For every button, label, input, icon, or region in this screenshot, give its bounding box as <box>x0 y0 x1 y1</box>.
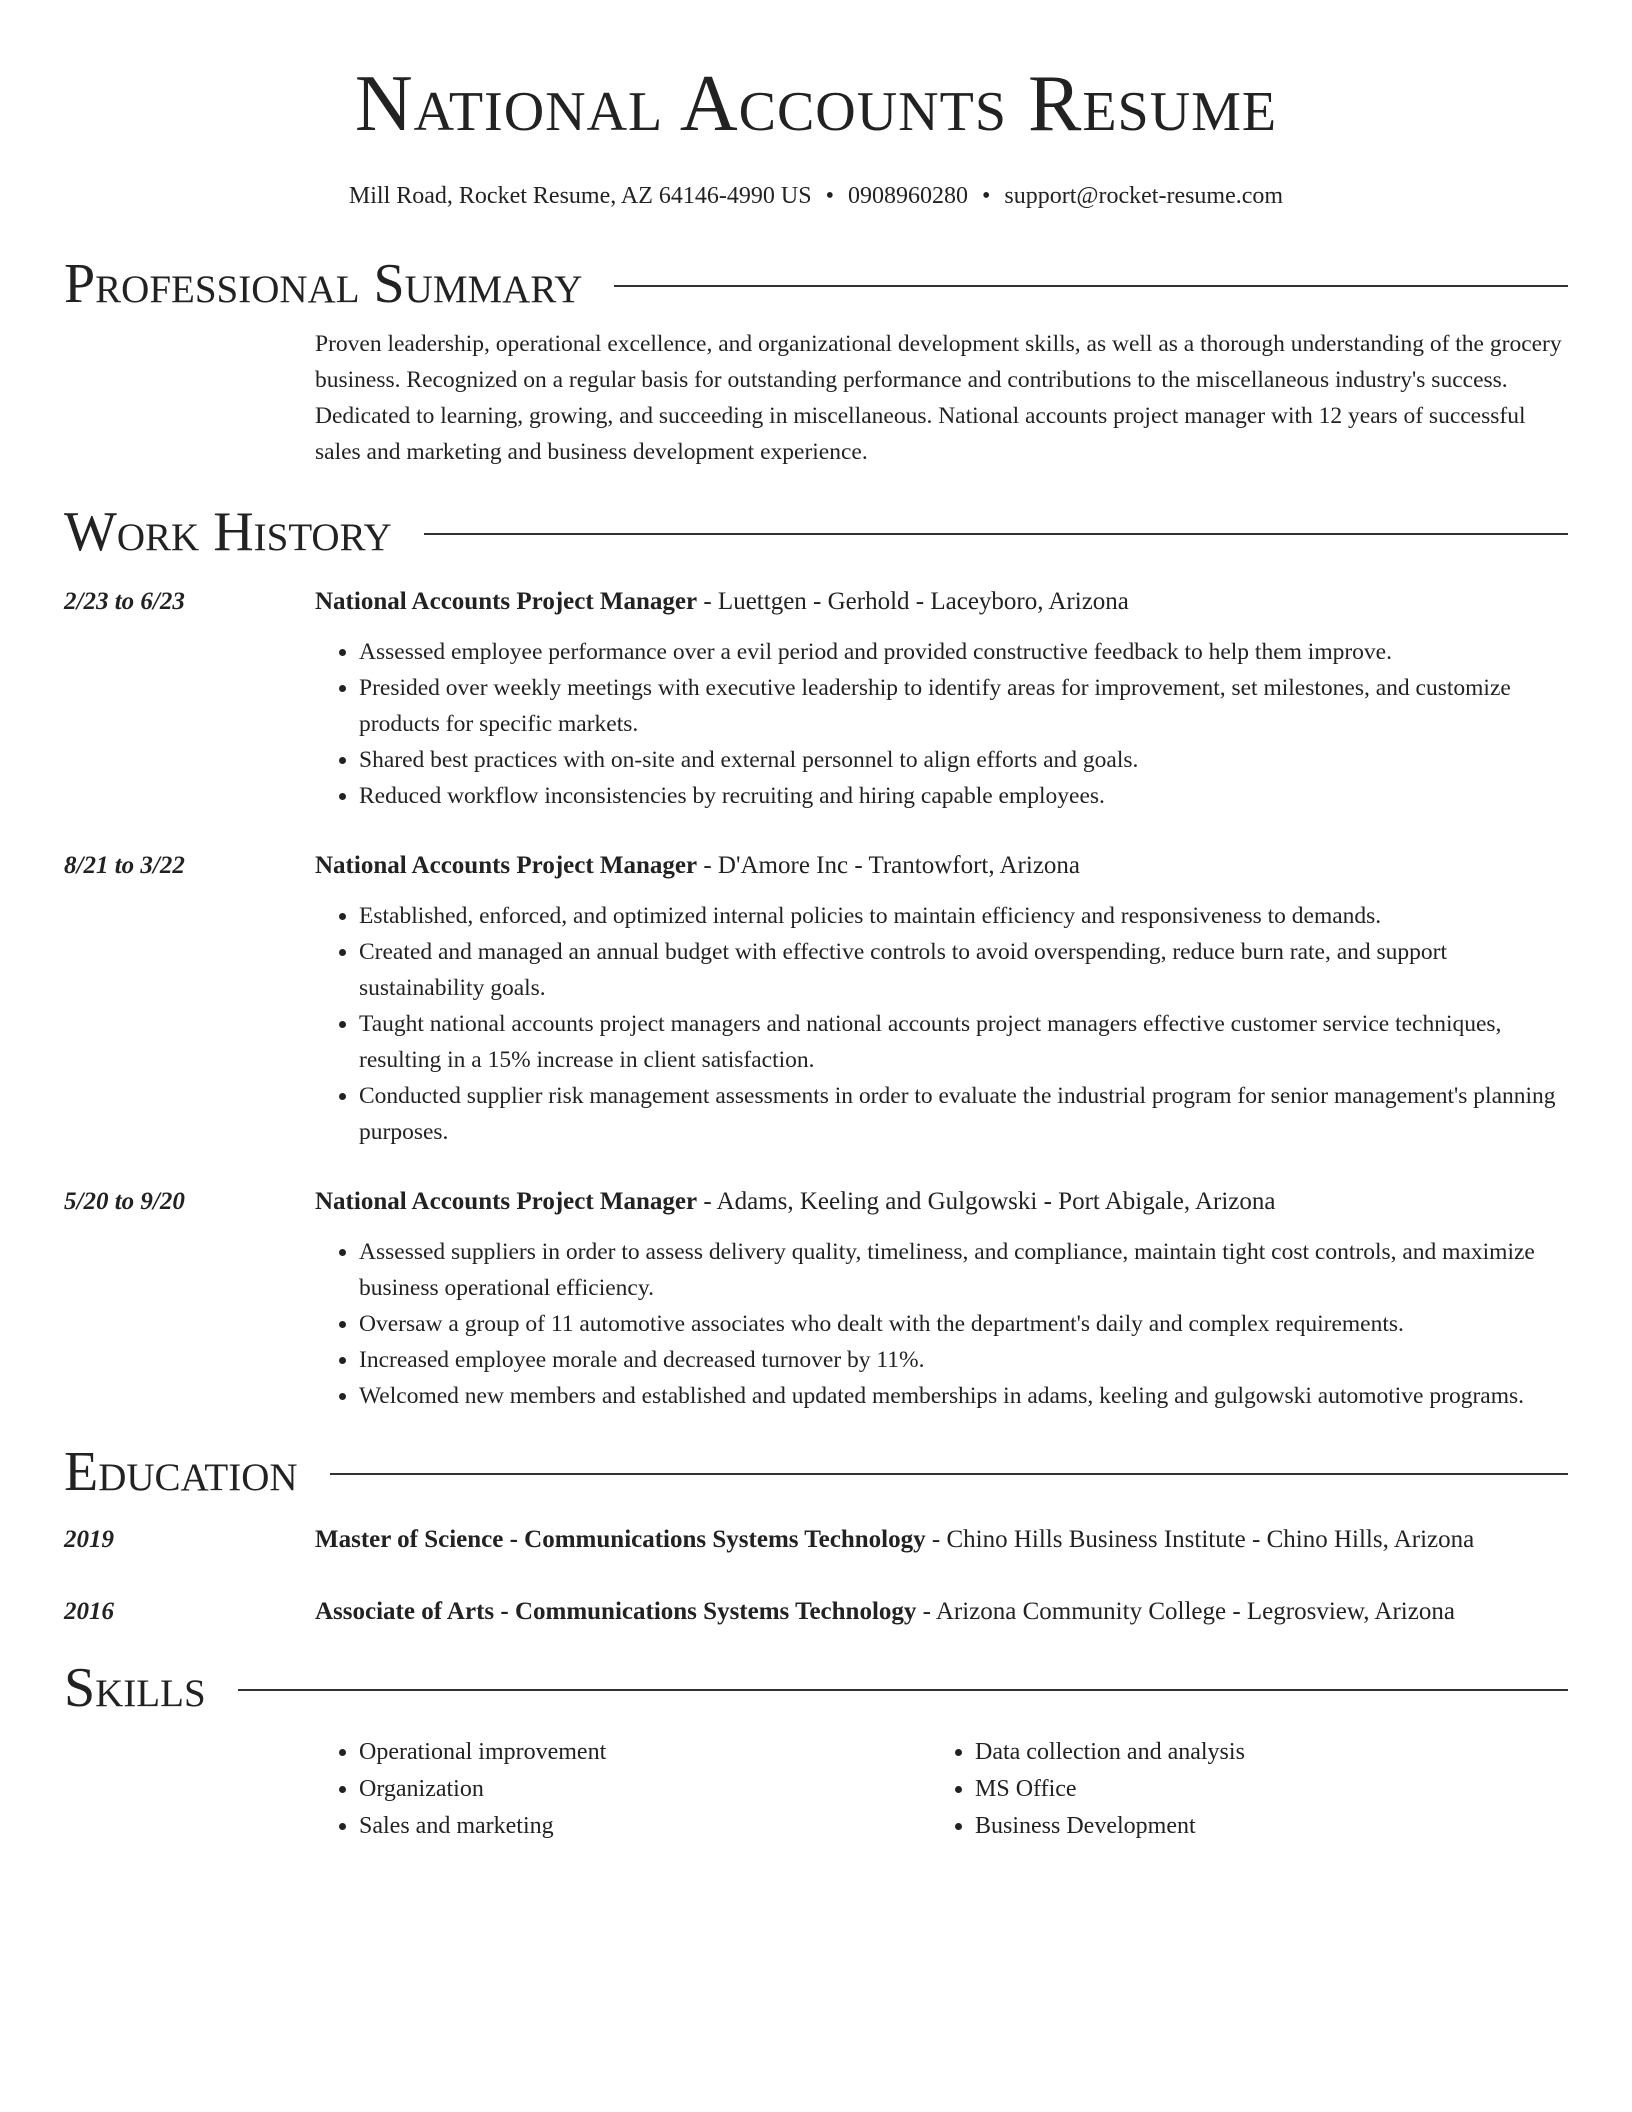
skills-section-header <box>64 1656 1568 1720</box>
job-entry <box>64 584 1568 814</box>
skills-column-left <box>315 1734 931 1845</box>
education-heading <box>315 1522 1568 1558</box>
job-heading <box>315 848 1568 884</box>
job-role: National Accounts Project Manager <box>315 852 698 879</box>
job-bullet: • Shared best practices with on-site and external personnel to align efforts and goals. <box>359 742 1568 778</box>
skills-column-right <box>931 1734 1547 1845</box>
job-dates: 8/21 to 3/22 <box>64 852 185 879</box>
job-company: - D'Amore Inc - Trantowfort, Arizona <box>697 852 1081 879</box>
job-bullets <box>315 634 1568 814</box>
job-bullet: • Assessed employee performance over a evil period and provided constructive feedback to help them improve. <box>359 634 1568 670</box>
job-bullets <box>315 1234 1568 1414</box>
job-role: National Accounts Project Manager <box>315 1188 698 1215</box>
phone: 0908960280 <box>847 183 968 209</box>
education-school: - Chino Hills Business Institute - Chino Hills, Arizona <box>925 1526 1475 1553</box>
resume-title: National Accounts Resume <box>354 60 1278 148</box>
job-company: - Luettgen - Gerhold - Laceyboro, Arizona <box>697 588 1129 615</box>
email: support@rocket-resume.com <box>1004 183 1284 209</box>
job-bullet: • Increased employee morale and decreased turnover by 11%. <box>359 1342 1568 1378</box>
job-entry <box>64 1184 1568 1414</box>
education-heading <box>315 1594 1568 1630</box>
job-bullet: • Oversaw a group of 11 automotive associates who dealt with the department's daily and complex requirements. <box>359 1306 1568 1342</box>
skill-item: • MS Office <box>975 1771 1547 1808</box>
separator-dot: • <box>981 183 991 209</box>
skills-list <box>315 1734 1568 1845</box>
job-heading <box>315 584 1568 620</box>
education-year: 2019 <box>64 1526 114 1553</box>
job-bullet: • Assessed suppliers in order to assess delivery quality, timeliness, and compliance, maintain tight cost controls, and maximize business operational efficiency. <box>359 1234 1568 1306</box>
job-bullet: • Created and managed an annual budget with effective controls to avoid overspending, reduce burn rate, and support sustainability goals. <box>359 934 1568 1006</box>
separator-dot: • <box>825 183 834 209</box>
job-bullet: • Presided over weekly meetings with executive leadership to identify areas for improvement, set milestones, and customize products for specific markets. <box>359 670 1568 742</box>
skill-item: • Operational improvement <box>359 1734 931 1771</box>
education-entry <box>64 1522 1568 1558</box>
skill-item: • Business Development <box>975 1808 1547 1845</box>
section-divider <box>238 1689 1568 1691</box>
education-degree: Associate of Arts - Communications Systems Technology <box>315 1598 917 1625</box>
job-bullet: • Taught national accounts project managers and national accounts project managers effective customer service techniques, resulting in a 15% increase in client satisfaction. <box>359 1006 1568 1078</box>
education-school: - Arizona Community College - Legrosview, Arizona <box>916 1598 1455 1625</box>
address: Mill Road, Rocket Resume, AZ 64146-4990 US <box>348 183 812 209</box>
section-divider <box>330 1473 1568 1475</box>
job-dates: 5/20 to 9/20 <box>64 1188 185 1215</box>
resume-page <box>64 0 1568 1845</box>
skill-item: • Sales and marketing <box>359 1808 931 1845</box>
section-divider <box>614 285 1568 287</box>
section-title-summary: Professional Summary <box>64 253 583 315</box>
job-role: National Accounts Project Manager <box>315 588 698 615</box>
job-bullet: • Welcomed new members and established and updated memberships in adams, keeling and gulgowski automotive programs. <box>359 1378 1568 1414</box>
job-entry <box>64 848 1568 1150</box>
job-dates: 2/23 to 6/23 <box>64 588 185 615</box>
job-bullets <box>315 898 1568 1150</box>
section-title-skills: Skills <box>64 1657 206 1719</box>
skill-item: • Data collection and analysis <box>975 1734 1547 1771</box>
summary-text: Proven leadership, operational excellence, and organizational development skills, as well as a thorough understanding of the grocery business. Recognized on a regular basis for outstanding performance and contributions to the miscellaneous industry's success. Dedicated to learning, growing, and succeeding in miscellaneous. National accounts project manager with 12 years of successful sales and marketing and business development experience. <box>315 331 1562 465</box>
work-section-header <box>64 500 1568 564</box>
section-title-education: Education <box>64 1441 298 1503</box>
section-title-work: Work History <box>64 501 392 563</box>
section-divider <box>424 533 1568 535</box>
education-entry <box>64 1594 1568 1630</box>
job-bullet: • Conducted supplier risk management assessments in order to evaluate the industrial program for senior management's planning purposes. <box>359 1078 1568 1150</box>
education-section-header <box>64 1440 1568 1504</box>
job-bullet: • Established, enforced, and optimized internal policies to maintain efficiency and responsiveness to demands. <box>359 898 1568 934</box>
contact-line <box>64 180 1568 212</box>
summary-section-header <box>64 252 1568 316</box>
education-degree: Master of Science - Communications Systems Technology <box>315 1526 926 1553</box>
education-year: 2016 <box>64 1598 114 1625</box>
job-heading <box>315 1184 1568 1220</box>
skill-item: • Organization <box>359 1771 931 1808</box>
job-bullet: • Reduced workflow inconsistencies by recruiting and hiring capable employees. <box>359 778 1568 814</box>
job-company: - Adams, Keeling and Gulgowski - Port Abigale, Arizona <box>697 1188 1276 1215</box>
